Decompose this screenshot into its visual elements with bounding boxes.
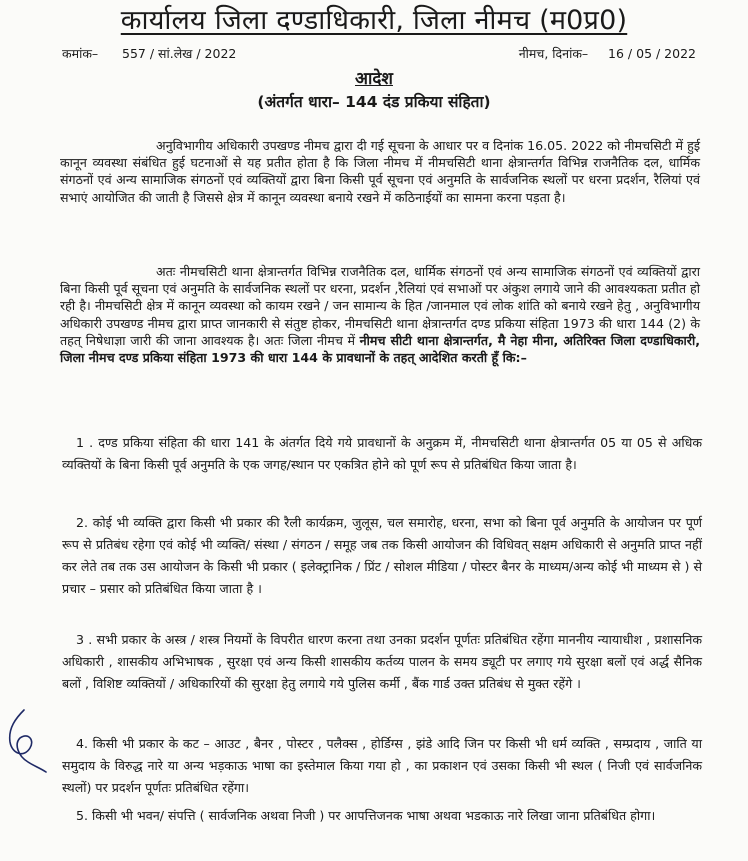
order-item-2: 2. कोई भी व्यक्ति द्वारा किसी भी प्रकार की रैली कार्यक्रम, जुलूस, चल समारोह, धरना, सभा को बिना पूर्व अनुमति के आयोजन पर पूर्ण रूप से प्रतिबंध रहेगा एवं कोई भी व्यक्ति/ संस्था / संगठन / समूह जब तक किसी आयोजन की विधिवत् सक्षम अधिकारी से अनुमति प्राप्त नहीं कर लेते तब तक उस आयोजन के किसी भी प्रकार ( इलेक्ट्रानिक / प्रिंट / सोशल मीडिया / पोस्टर बैनर के माध्यम/अन्य कोई भी माध्यम से ) से प्रचार – प्रसार को प्रतिबंधित किया जाता है ।: [62, 515, 702, 596]
reference-number: [62, 45, 236, 62]
order-item-4: 4. किसी भी प्रकार के कट – आउट , बैनर , पोस्टर , पलैक्स , होर्डिग्स , झंडे आदि जिन पर किसी भी धर्म व्यक्ति , सम्प्रदाय , जाति या समुदाय के विरुद्ध नारे या अन्य भड़काऊ भाषा का इस्तेमाल किया गया हो , का प्रकाशन एवं उसका किसी भी स्थल ( निजी एवं सार्वजनिक स्थलों) पर प्रदर्शन पूर्णतः प्रतिबंधित रहेंगा।: [62, 736, 702, 795]
paragraph-2-text: अतः नीमचसिटी थाना क्षेत्रान्तर्गत विभिन्न राजनैतिक दल, धार्मिक संगठनों एवं अन्य सामाजिक संगठनों एवं व्यक्तियों द्वारा बिना किसी पूर्व सूचना एवं अनुमति के सार्वजनिक स्थलों पर धरना, प्रदर्शन ,रैलियां एवं सभाओं पर अंकुश लगाये जाने की आवश्यकता प्रतीत हो रही है। नीमचसिटी क्षेत्र में कानून व्यवस्था को कायम रखने / जन सामान्य के हित /जानमाल एवं लोक शांति को बनाये रखने हेतु , अनुविभागीय अधिकारी उपखण्ड नीमच द्वारा प्राप्त जानकारी से संतुष्ट होकर, नीमचसिटी थाना क्षेत्रान्तर्गत दण्ड प्रकिया संहिता 1973 की धारा 144 (2) के तहत् निषेधाज्ञा जारी की जाना आवश्यक है। अतः जिला नीमच में: [60, 264, 700, 348]
order-title: आदेश: [355, 69, 393, 89]
place-date-label: नीमच, दिनांक–: [518, 46, 589, 61]
order-item-3: 3 . सभी प्रकार के अस्त्र / शस्त्र नियमों के विपरीत धारण करना तथा उनका प्रदर्शन पूर्णतः प्रतिबंधित रहेंगा माननीय न्यायाधीश , प्रशासनिक अधिकारी , शासकीय अभिभाषक , सुरक्षा एवं अन्य किसी शासकीय कर्तव्य पालन के समय ड्यूटी पर लगाए गये सुरक्षा बलों एवं अर्द्ध सैनिक बलों , विशिष्ट व्यक्तियों / अधिकारियों की सुरक्षा हेतु लगाये गये पुलिस कर्मी , बैंक गार्ड उक्त प्रतिबंध से मुक्त रहेंगे ।: [62, 632, 702, 691]
order-item-5: 5. किसी भी भवन/ संपत्ति ( सार्वजनिक अथवा निजी ) पर आपत्तिजनक भाषा अथवा भडकाऊ नारे लिखा जाना प्रतिबंधित होगा।: [76, 808, 656, 823]
paragraph-2: [60, 263, 700, 366]
date-value: 16 / 05 / 2022: [608, 46, 696, 61]
order-item-1: 1 . दण्ड प्रकिया संहिता की धारा 141 के अंतर्गत दिये गये प्रावधानों के अनुक्रम में, नीमचसिटी थाना क्षेत्रान्तर्गत 05 या 05 से अधिक व्यक्तियों के बिना किसी पूर्व अनुमति के एक जगह/स्थान पर एकत्रित होने को पूर्ण रूप से प्रतिबंधित किया जाता है।: [62, 435, 702, 472]
order-subtitle: (अंतर्गत धारा– 144 दंड प्रकिया संहिता): [257, 93, 491, 111]
paragraph-1: अनुविभागीय अधिकारी उपखण्ड नीमच द्वारा दी गई सूचना के आधार पर व दिनांक 16.05. 2022 को नीमचसिटी में हुई कानून व्यवस्था संबंधित हुई घटनाओं से यह प्रतीत होता है कि जिला नीमच में नीमचसिटी थाना क्षेत्रान्तर्गत विभिन्न राजनैतिक दल, धार्मिक संगठनों एवं अन्य सामाजिक संगठनों एवं व्यक्तियों द्वारा बिना किसी पूर्व सूचना एवं अनुमति के सार्वजनिक स्थलों पर धरना प्रदर्शन, रैलियां एवं सभाएं आयोजित की जाती है जिससे क्षेत्र में कानून व्यवस्था बनाये रखने में कठिनाईयों का सामना करना पड़ता है।: [60, 138, 700, 205]
office-title: कार्यालय जिला दण्डाधिकारी, जिला नीमच (म0प्र0): [120, 5, 628, 36]
place-date: [519, 45, 696, 62]
reference-value: 557 / सां.लेख / 2022: [122, 46, 237, 61]
paragraph-2-bold: नीमच सीटी थाना क्षेत्रान्तर्गत, मै नेहा मीना, अतिरिक्त जिला दण्डाधिकारी, जिला नीमच दण्ड प्रकिया संहिता 1973 की धारा 144 के प्रावधानों के तहत् आदेशित करती हूँ कि:–: [60, 332, 700, 366]
reference-label: कमांक–: [62, 46, 99, 61]
signature-mark: [2, 704, 52, 774]
